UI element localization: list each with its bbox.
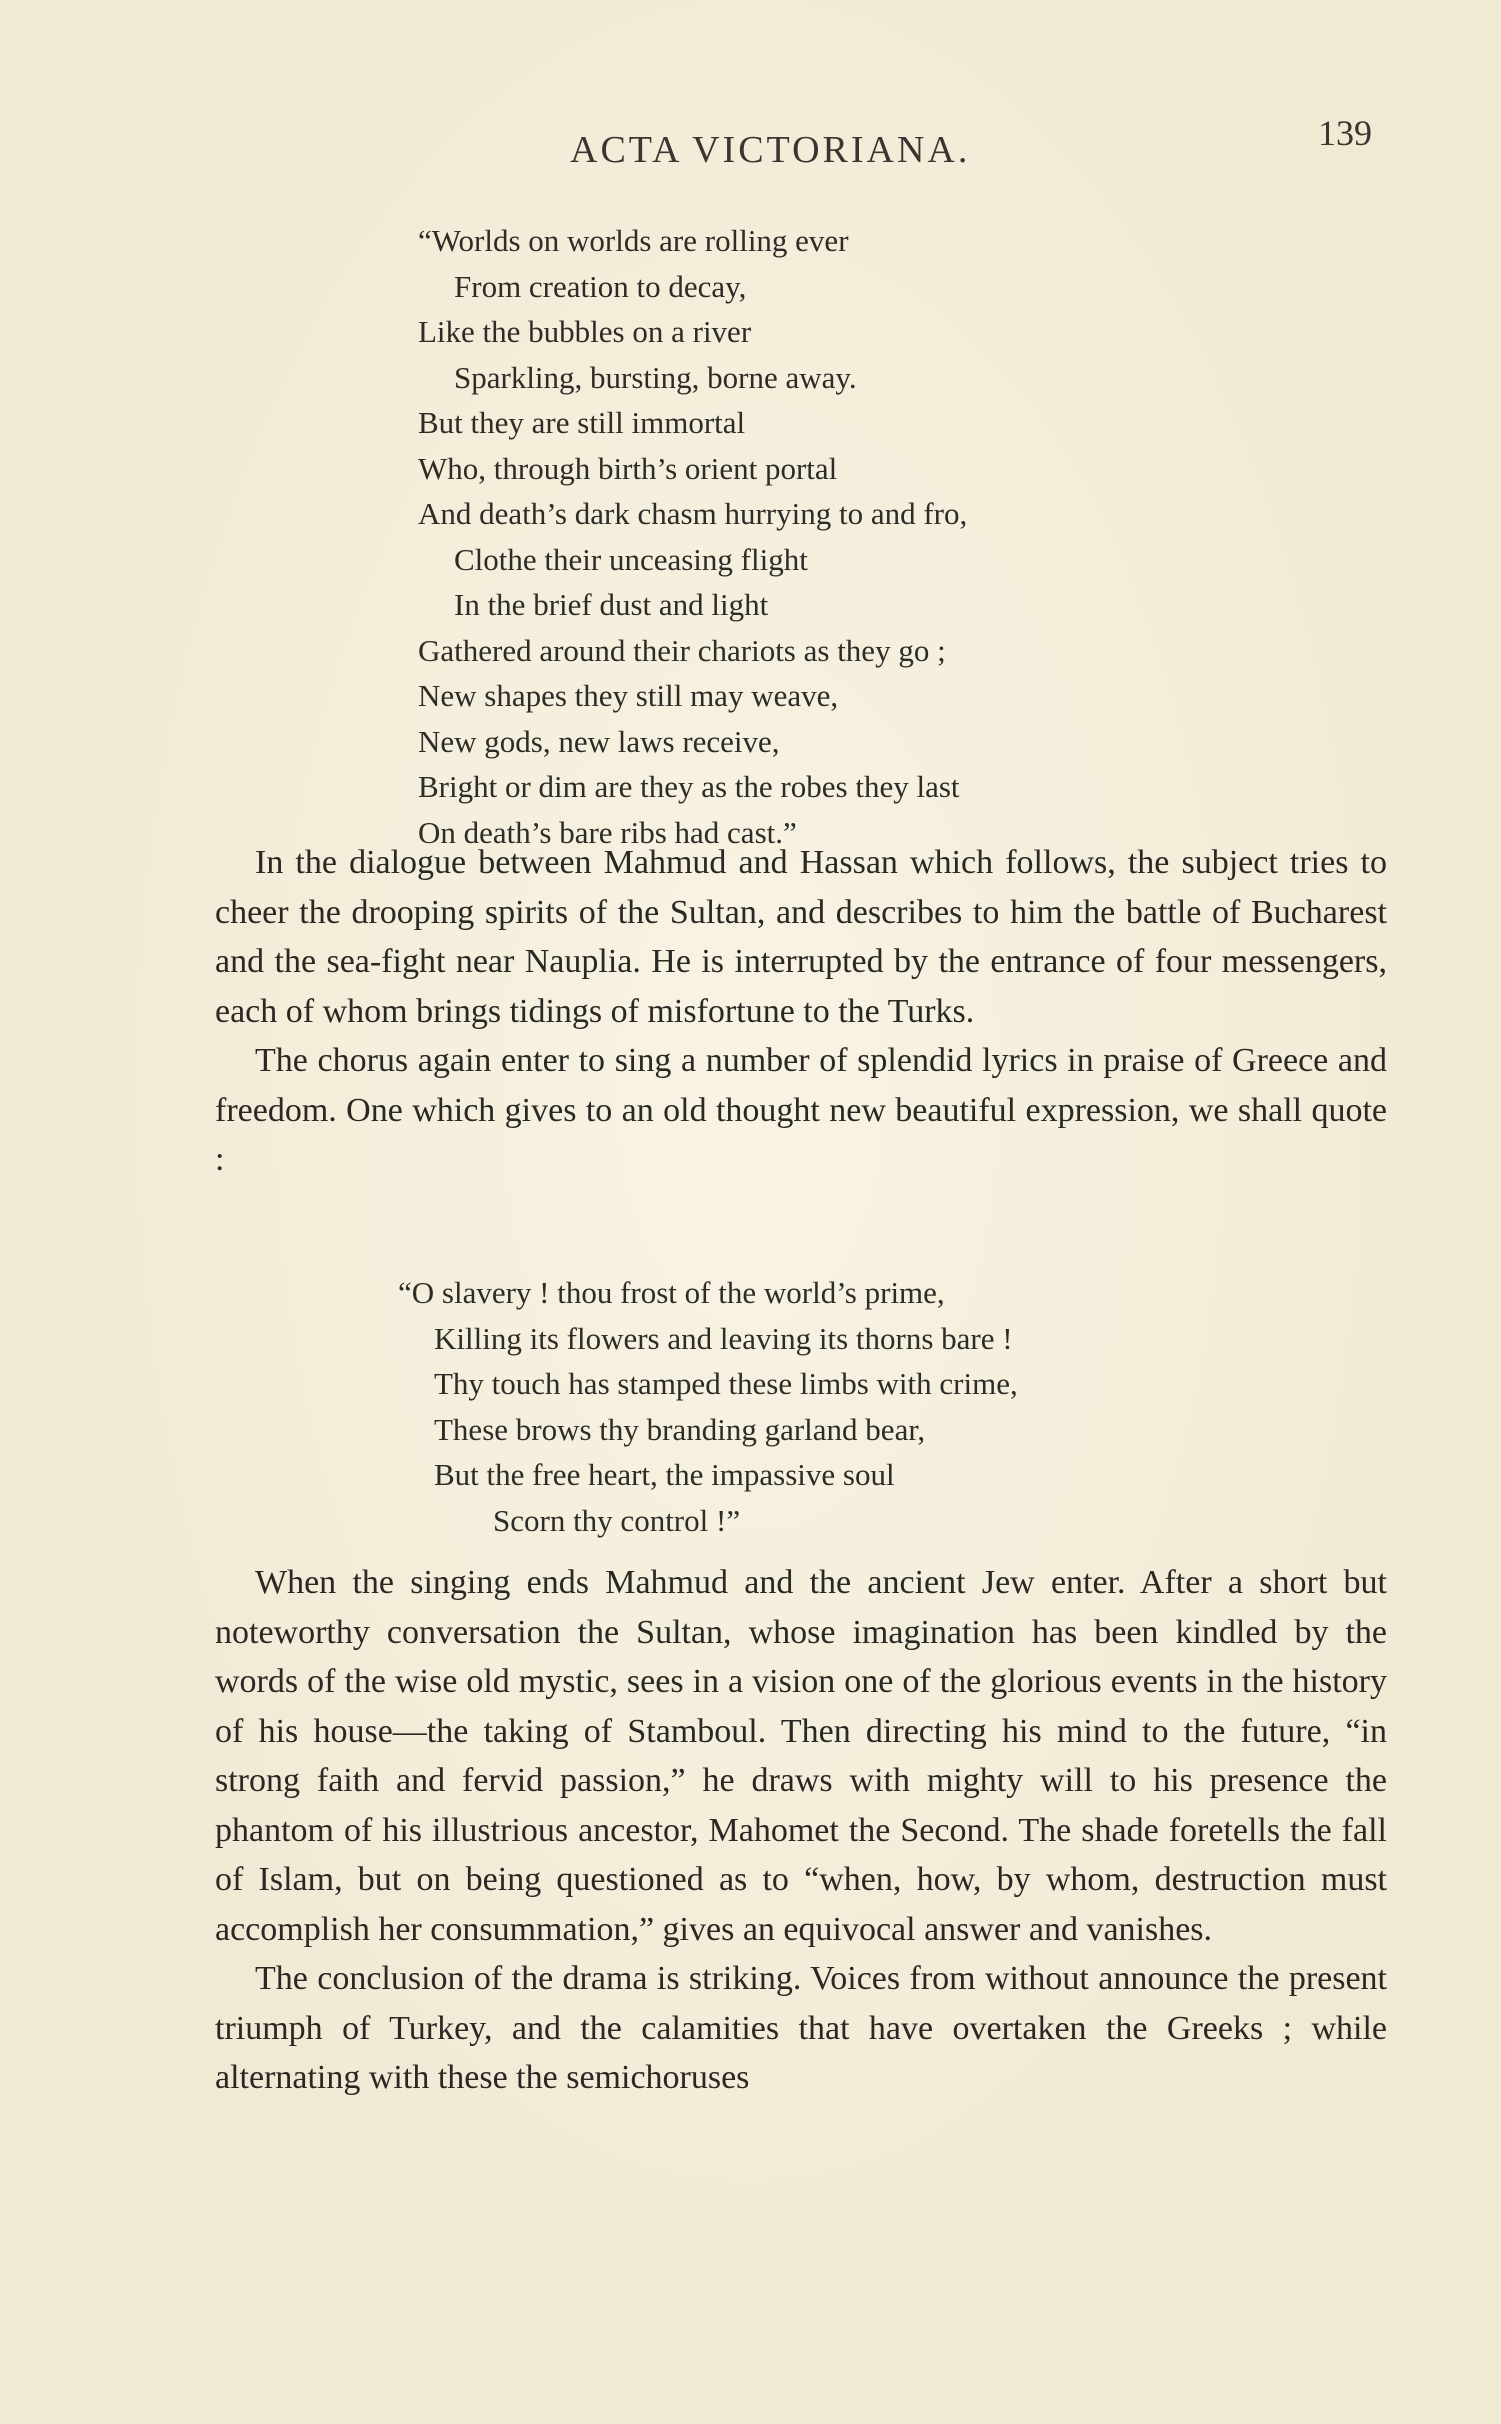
poem-line: New gods, new laws receive, xyxy=(418,723,780,759)
poem-line: Thy touch has stamped these limbs with crime, xyxy=(434,1366,1018,1401)
poem-line: And death’s dark chasm hurrying to and fro, xyxy=(418,496,968,531)
running-title: ACTA VICTORIANA. xyxy=(570,129,971,171)
prose-section-conclusion xyxy=(215,1558,1387,2103)
poem-line: Like the bubbles on a river xyxy=(418,314,752,349)
paragraph: In the dialogue between Mahmud and Hassan which follows, the subject tries to cheer the drooping spirits of the Sultan, and describes to him the battle of Bucharest and the sea-fight near Nauplia. He is interrupted by the entrance of four messengers, each of whom brings tidings of misfortune to the Turks. xyxy=(215,844,1387,1030)
page-number: 139 xyxy=(1318,113,1372,153)
poem-line: “O slavery ! thou frost of the world’s prime, xyxy=(398,1275,945,1310)
poem-line: But they are still immortal xyxy=(418,405,746,440)
poem-line: These brows thy branding garland bear, xyxy=(434,1411,926,1447)
poem-line: Sparkling, bursting, borne away. xyxy=(454,359,857,395)
paragraph: When the singing ends Mahmud and the ancient Jew enter. After a short but noteworthy conversation the Sultan, whose imagination has been kindled by the words of the wise old mystic, sees in a vision one of the glorious events in the history of his house—the taking of Stamboul. Then directing his mind to the future, “in strong faith and fervid passion,” he draws with mighty will to his presence the phantom of his illustrious ancestor, Mahomet the Second. The shade foretells the fall of Islam, but on being questioned as to “when, how, by whom, destruction must accomplish her consummation,” gives an equivocal answer and vanishes. xyxy=(215,1564,1387,1948)
poem-stanza-slavery xyxy=(398,1270,1018,1543)
poem-line: Who, through birth’s orient portal xyxy=(418,450,838,486)
poem-stanza-worlds xyxy=(418,218,967,855)
poem-line: But the free heart, the impassive soul xyxy=(434,1457,895,1492)
poem-line: Bright or dim are they as the robes they last xyxy=(418,769,960,804)
poem-line: New shapes they still may weave, xyxy=(418,678,839,713)
poem-line: In the brief dust and light xyxy=(454,587,769,622)
paragraph: The conclusion of the drama is striking. Voices from without announce the present triumph of Turkey, and the calamities that have overtaken the Greeks ; while alternating with these the semichoruses xyxy=(215,1960,1387,2096)
poem-line: Scorn thy control !” xyxy=(493,1502,741,1538)
poem-line: Killing its flowers and leaving its thorns bare ! xyxy=(434,1320,1013,1356)
poem-line: From creation to decay, xyxy=(454,268,747,304)
prose-section-dialogue xyxy=(215,838,1387,1185)
poem-line: Clothe their unceasing flight xyxy=(454,541,808,577)
poem-line: “Worlds on worlds are rolling ever xyxy=(418,223,849,258)
poem-line: Gathered around their chariots as they go ; xyxy=(418,632,946,668)
poem-line: On death’s bare ribs had cast.” xyxy=(418,814,797,850)
paragraph: The chorus again enter to sing a number of splendid lyrics in praise of Greece and freedom. One which gives to an old thought new beautiful expression, we shall quote : xyxy=(215,1042,1387,1178)
